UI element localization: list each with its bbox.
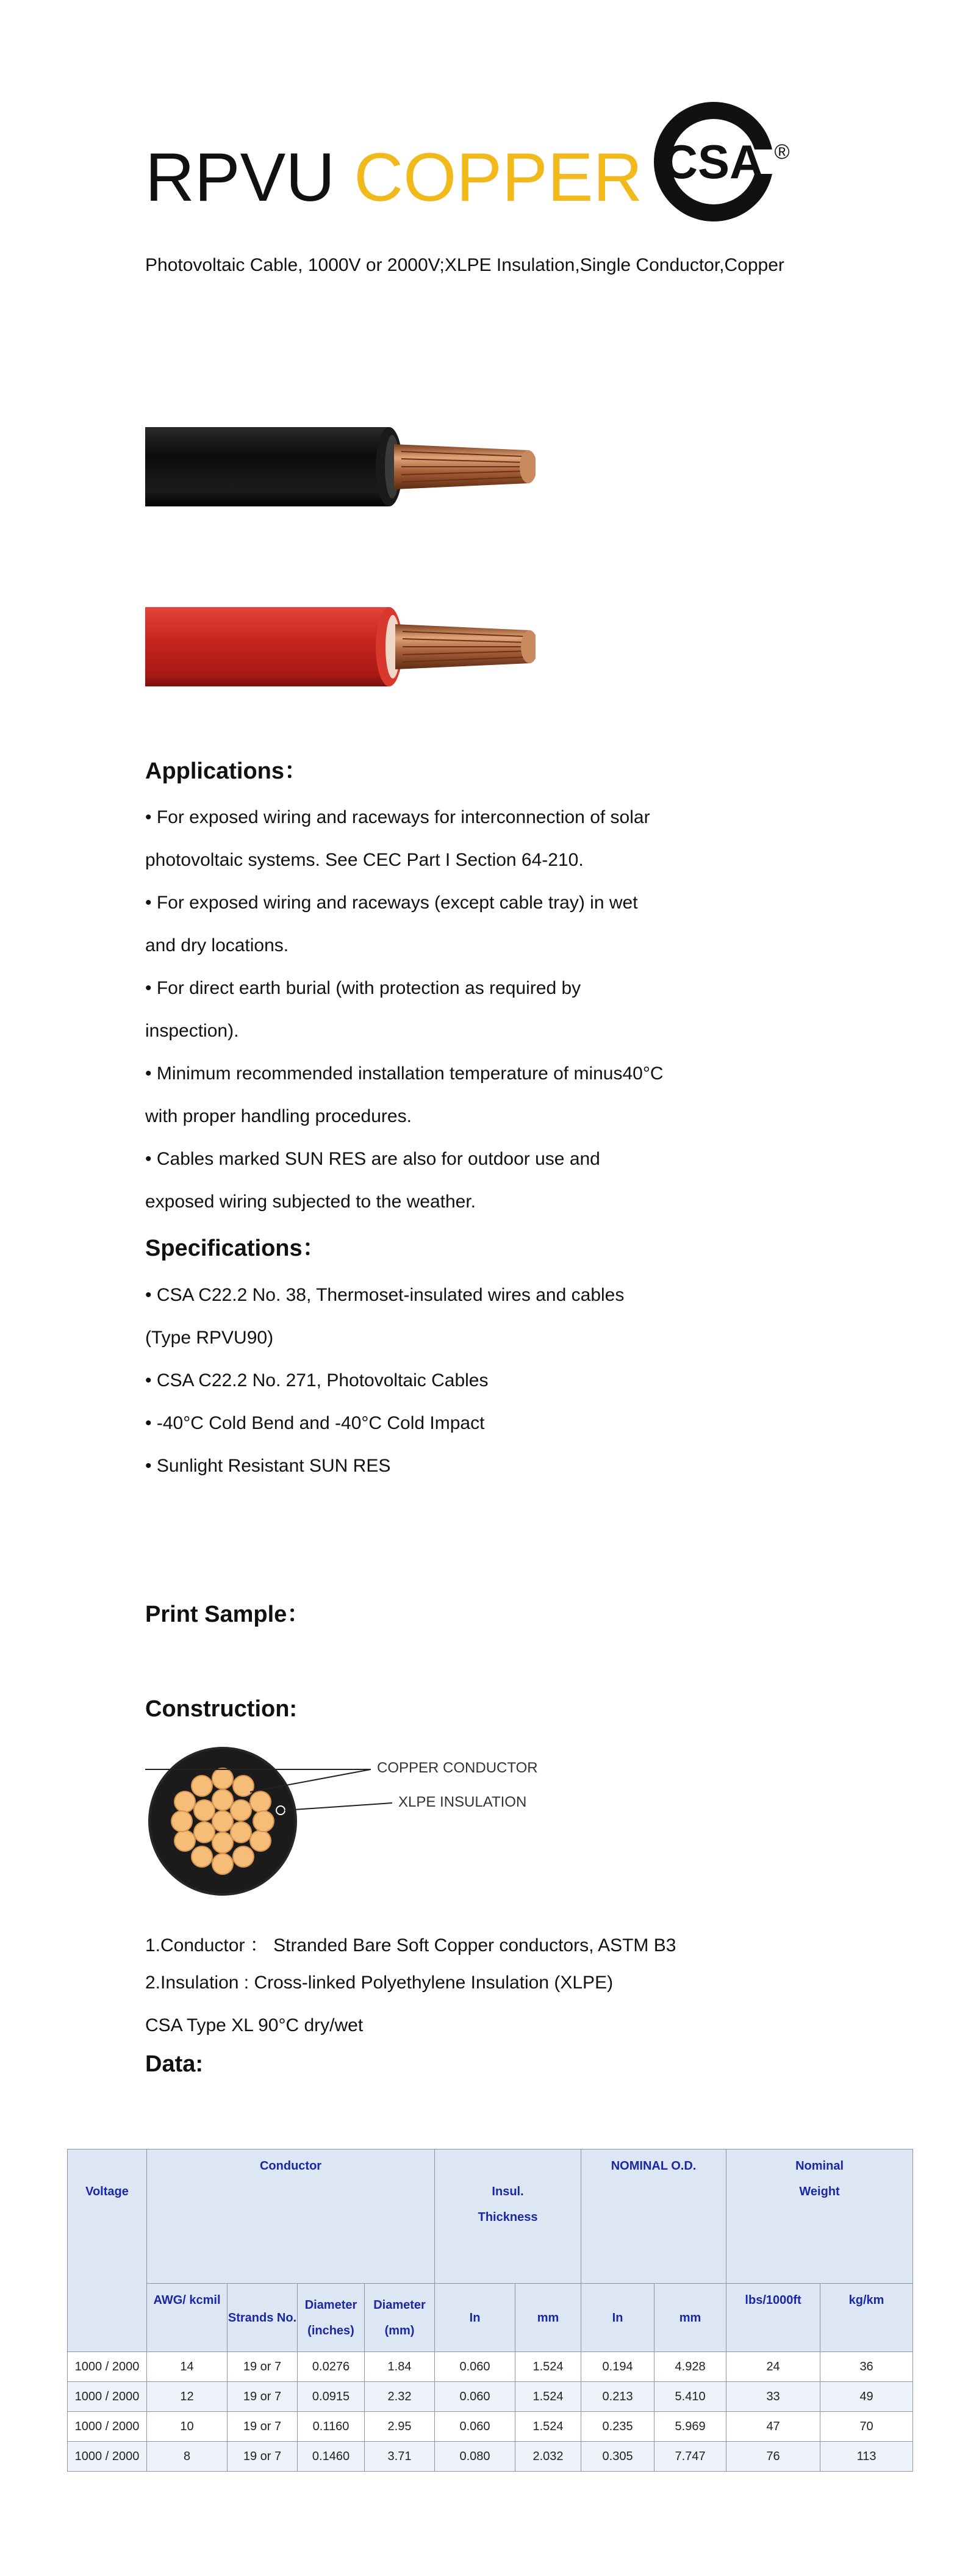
col-insul-thickness (435, 2150, 581, 2284)
applications-line: and dry locations. (145, 935, 289, 955)
construction-csa-type: CSA Type XL 90°C dry/wet (145, 2015, 364, 2035)
col-voltage-label: Voltage (85, 2185, 129, 2198)
cell-awg: 14 (147, 2352, 228, 2382)
cell-insul-in: 0.060 (435, 2412, 515, 2442)
applications-line: • For exposed wiring and raceways for interconnection of solar (145, 807, 650, 827)
cell-weight-kg: 36 (820, 2352, 913, 2382)
cell-awg: 10 (147, 2412, 228, 2442)
cell-od-in: 0.213 (581, 2382, 654, 2412)
cell-diameter-mm: 1.84 (365, 2352, 435, 2382)
construction-diagram (145, 1742, 572, 1901)
cell-od-mm: 4.928 (654, 2352, 726, 2382)
col-insul-label: Insul. (492, 2185, 524, 2198)
sub-diameter-in (298, 2284, 365, 2352)
print-sample-heading: Print Sample： (145, 1602, 310, 1627)
col-voltage (68, 2150, 147, 2352)
label-xlpe-insulation: XLPE INSULATION (398, 1794, 527, 1810)
applications-line: • For exposed wiring and raceways (except cable tray) in wet (145, 893, 638, 913)
construction-insulation: 2.Insulation : Cross-linked Polyethylene Insulation (XLPE) (145, 1973, 614, 1993)
cell-weight-kg: 113 (820, 2442, 913, 2472)
table-row (68, 2352, 913, 2382)
cell-diameter-mm: 2.95 (365, 2412, 435, 2442)
data-heading: Data: (145, 2051, 204, 2077)
cell-od-in: 0.305 (581, 2442, 654, 2472)
applications-line: • Cables marked SUN RES are also for outdoor use and (145, 1149, 600, 1169)
table-row (68, 2382, 913, 2412)
cell-weight-lbs: 33 (726, 2382, 820, 2412)
cell-od-in: 0.235 (581, 2412, 654, 2442)
sub-strands: Strands No. (228, 2284, 298, 2352)
cell-voltage: 1000 / 2000 (68, 2382, 147, 2412)
cell-insul-mm: 1.524 (515, 2352, 581, 2382)
black-cable-image (145, 421, 536, 513)
col-nominal-od-label: NOMINAL O.D. (611, 2159, 697, 2173)
table-header-row (68, 2150, 913, 2284)
cell-insul-in: 0.060 (435, 2352, 515, 2382)
cell-weight-lbs: 76 (726, 2442, 820, 2472)
cell-diameter-in: 0.0276 (298, 2352, 365, 2382)
sub-od-mm: mm (654, 2284, 726, 2352)
sub-od-in: In (581, 2284, 654, 2352)
cell-od-mm: 7.747 (654, 2442, 726, 2472)
specifications-line: (Type RPVU90) (145, 1328, 274, 1348)
col-conductor-label: Conductor (259, 2159, 322, 2173)
cell-insul-in: 0.060 (435, 2382, 515, 2412)
applications-line: photovoltaic systems. See CEC Part I Section 64-210. (145, 850, 584, 870)
page-title (145, 139, 643, 215)
table-body (68, 2352, 913, 2472)
svg-text:CSA: CSA (663, 135, 764, 189)
sub-diameter-mm-2: (mm) (384, 2323, 415, 2337)
specifications-line: • CSA C22.2 No. 271, Photovoltaic Cables (145, 1370, 489, 1391)
applications-line: with proper handling procedures. (145, 1106, 412, 1126)
applications-line: exposed wiring subjected to the weather. (145, 1192, 476, 1212)
cell-voltage: 1000 / 2000 (68, 2442, 147, 2472)
cell-weight-lbs: 24 (726, 2352, 820, 2382)
cell-strands: 19 or 7 (228, 2352, 298, 2382)
construction-heading: Construction: (145, 1696, 298, 1722)
sub-kg: kg/km (820, 2284, 913, 2352)
cell-od-in: 0.194 (581, 2352, 654, 2382)
cell-weight-lbs: 47 (726, 2412, 820, 2442)
cell-diameter-in: 0.1160 (298, 2412, 365, 2442)
cell-insul-mm: 1.524 (515, 2412, 581, 2442)
sub-lbs: lbs/1000ft (726, 2284, 820, 2352)
cell-weight-kg: 49 (820, 2382, 913, 2412)
data-table-wrapper (67, 2149, 912, 2472)
sub-awg: AWG/ kcmil (147, 2284, 228, 2352)
cell-strands: 19 or 7 (228, 2412, 298, 2442)
cell-diameter-in: 0.0915 (298, 2382, 365, 2412)
applications-line: • For direct earth burial (with protection as required by (145, 978, 581, 998)
col-nominal-weight (726, 2150, 913, 2284)
cell-weight-kg: 70 (820, 2412, 913, 2442)
table-row (68, 2442, 913, 2472)
cell-od-mm: 5.969 (654, 2412, 726, 2442)
cell-strands: 19 or 7 (228, 2442, 298, 2472)
csa-logo (653, 92, 793, 232)
table-row (68, 2412, 913, 2442)
cell-insul-mm: 2.032 (515, 2442, 581, 2472)
red-cable-image (145, 601, 536, 693)
specifications-line: • Sunlight Resistant SUN RES (145, 1456, 391, 1476)
cell-awg: 12 (147, 2382, 228, 2412)
sub-diameter-in-1: Diameter (304, 2298, 357, 2312)
construction-conductor: 1.Conductor ： Stranded Bare Soft Copper conductors, ASTM B3 (145, 1935, 676, 1955)
specifications-heading: Specifications： (145, 1236, 326, 1261)
cell-insul-mm: 1.524 (515, 2382, 581, 2412)
col-thickness-label: Thickness (478, 2211, 538, 2224)
cell-voltage: 1000 / 2000 (68, 2412, 147, 2442)
specifications-line: • CSA C22.2 No. 38, Thermoset-insulated wires and cables (145, 1285, 625, 1305)
col-weight-label: Weight (799, 2185, 840, 2198)
sub-diameter-mm (365, 2284, 435, 2352)
sub-diameter-in-2: (inches) (307, 2323, 354, 2337)
cell-awg: 8 (147, 2442, 228, 2472)
col-nominal-label: Nominal (795, 2159, 844, 2173)
subtitle: Photovoltaic Cable, 1000V or 2000V;XLPE Insulation,Single Conductor,Copper (145, 255, 784, 275)
cell-od-mm: 5.410 (654, 2382, 726, 2412)
cell-diameter-mm: 3.71 (365, 2442, 435, 2472)
table-subheader-row (68, 2284, 913, 2352)
col-conductor (147, 2150, 435, 2284)
cell-strands: 19 or 7 (228, 2382, 298, 2412)
label-copper-conductor: COPPER CONDUCTOR (377, 1760, 538, 1776)
title-rpvu: RPVU (145, 139, 354, 215)
applications-heading: Applications： (145, 758, 308, 784)
svg-text:®: ® (774, 140, 790, 164)
cell-voltage: 1000 / 2000 (68, 2352, 147, 2382)
sub-diameter-mm-1: Diameter (373, 2298, 426, 2312)
cell-insul-in: 0.080 (435, 2442, 515, 2472)
col-nominal-od (581, 2150, 726, 2284)
title-copper: COPPER (354, 139, 643, 215)
specifications-line: • -40°C Cold Bend and -40°C Cold Impact (145, 1413, 485, 1433)
sub-insul-in: In (435, 2284, 515, 2352)
sub-insul-mm: mm (515, 2284, 581, 2352)
applications-line: inspection). (145, 1021, 239, 1041)
cell-diameter-in: 0.1460 (298, 2442, 365, 2472)
applications-line: • Minimum recommended installation temperature of minus40°C (145, 1063, 664, 1084)
cell-diameter-mm: 2.32 (365, 2382, 435, 2412)
data-table (67, 2149, 913, 2472)
